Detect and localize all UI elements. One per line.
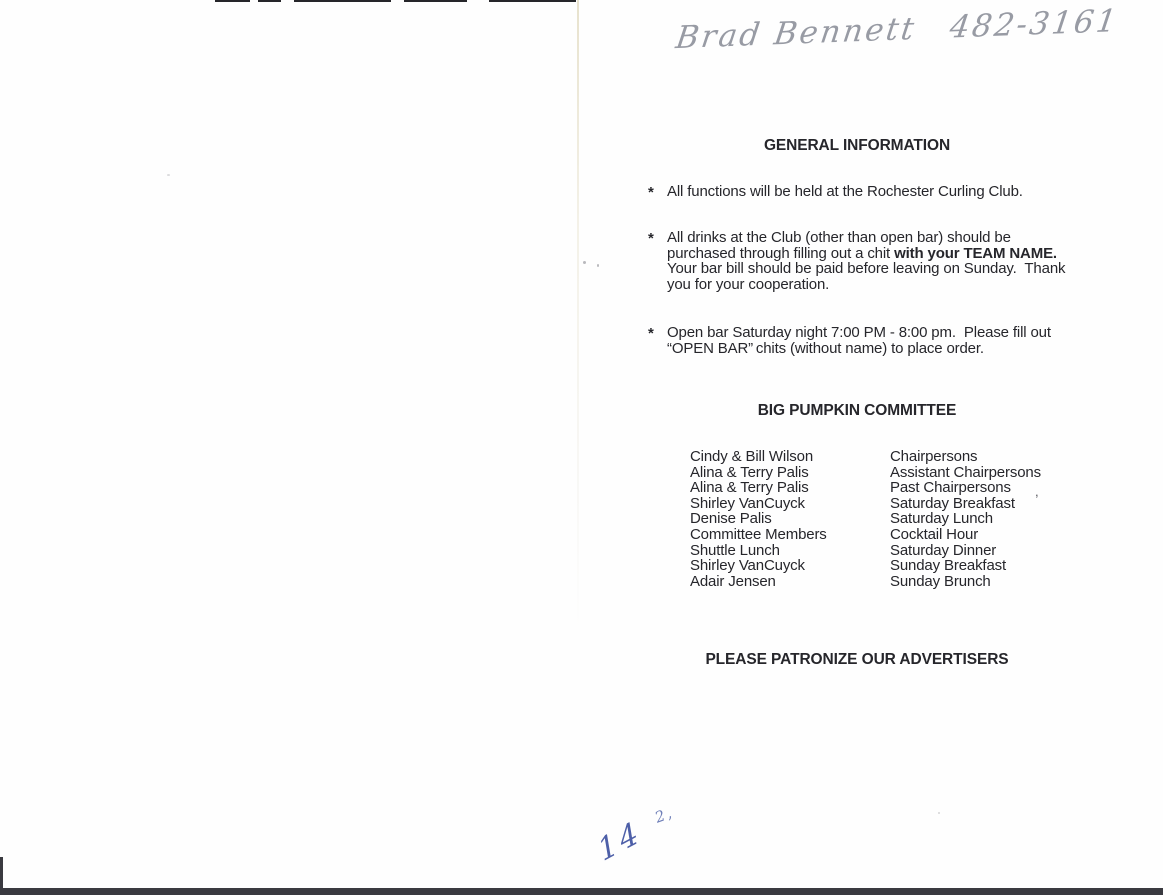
committee-role: Saturday Breakfast [890,494,1015,512]
scan-artifact-top-line [215,0,250,2]
committee-row [648,543,1066,559]
bullet-asterisk: * [648,325,654,342]
committee-role: Saturday Dinner [890,541,997,559]
bullet-text-segment: All functions will be held at the Rochester Curling Club. [667,183,1023,200]
section-title-general-information: GENERAL INFORMATION [763,137,951,154]
page-fold-crease [577,0,579,635]
committee-role: Cocktail Hour [890,525,979,543]
committee-role: Assistant Chairpersons [890,463,1041,481]
committee-row [648,449,1066,465]
handwritten-page-number: 14 [593,814,647,869]
scan-stray-comma: , [1035,484,1039,499]
committee-row [648,527,1066,543]
committee-row [648,558,1066,574]
bullet-text [667,229,1070,294]
bullet-item [648,184,1066,200]
committee-role: Sunday Breakfast [890,557,1007,575]
committee-role: Chairpersons [890,448,978,465]
bullet-text-segment: All drinks at the Club (other than open bar) should be purchased through filling out a chit [667,229,1015,262]
committee-row [648,496,1066,512]
bullet-item [648,229,1070,294]
committee-name: Cindy & Bill Wilson [690,448,814,465]
bullet-text [667,325,1066,356]
bullet-asterisk: * [648,230,654,247]
scan-artifact-top-line [489,0,576,2]
committee-row [648,574,1066,590]
footer-advertisers-line: PLEASE PATRONIZE OUR ADVERTISERS [705,651,1009,668]
committee-name: Committee Members [690,525,827,543]
committee-role: Saturday Lunch [890,510,993,528]
scan-speck [167,174,170,176]
bullet-item [648,325,1066,356]
committee-role: Past Chairpersons [890,479,1011,497]
committee-name: Denise Palis [690,510,772,528]
committee-row [648,465,1066,481]
committee-name: Shirley VanCuyck [690,557,805,575]
bullet-text-segment: Open bar Saturday night 7:00 PM - 8:00 pm. Please fill out “OPEN BAR” chits (without name) to place order. [667,324,1055,357]
bullet-text [667,184,1066,200]
bullet-asterisk: * [648,184,654,201]
handwritten-phone: 482-3161 [947,2,1121,46]
committee-name: Alina & Terry Palis [690,479,809,497]
scan-speck [938,812,940,814]
scan-artifact-top-line [258,0,281,2]
committee-name: Alina & Terry Palis [690,463,809,481]
committee-list [648,449,1066,589]
scan-speck [597,264,599,267]
scan-artifact-top-line [294,0,391,2]
handwritten-note-top [673,2,1121,57]
bullet-text-segment-bold: with your TEAM NAME. [894,244,1057,262]
scan-speck [583,261,586,264]
section-title-big-pumpkin-committee: BIG PUMPKIN COMMITTEE [757,402,957,419]
bullet-text-segment: Your bar bill should be paid before leaving on Sunday. Thank you for your cooperation. [667,244,1070,294]
committee-row [648,480,1066,496]
committee-name: Adair Jensen [690,572,776,590]
handwritten-small-mark: 2, [652,803,676,827]
committee-name: Shirley VanCuyck [690,494,805,512]
committee-role: Sunday Brunch [890,572,991,590]
scan-artifact-top-line [404,0,467,2]
scan-artifact-bottom-bar [0,888,1163,895]
handwritten-name: Brad Bennett [673,10,919,57]
committee-name: Shuttle Lunch [690,541,780,559]
committee-row [648,511,1066,527]
